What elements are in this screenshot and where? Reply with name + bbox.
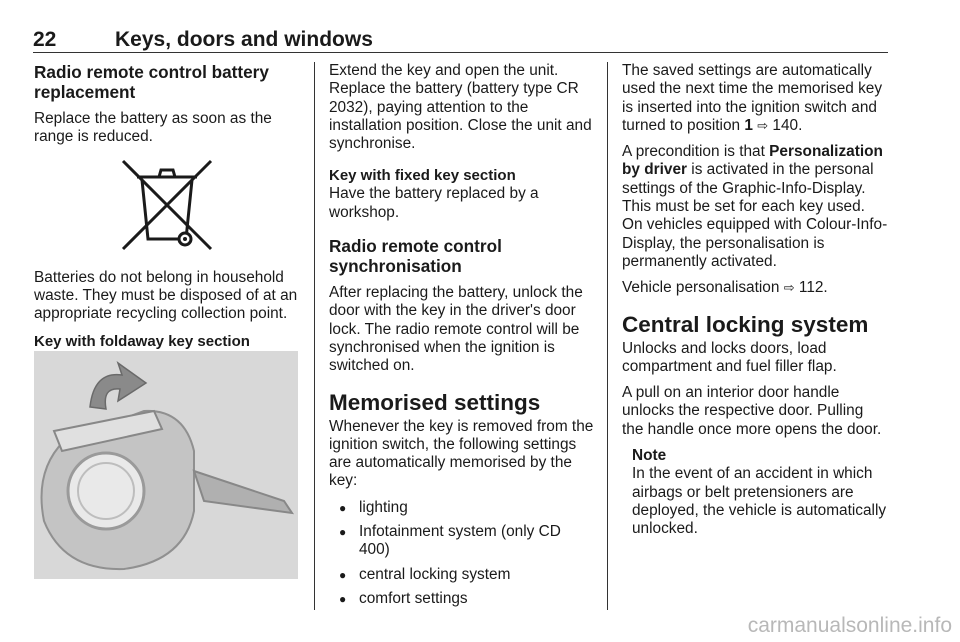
chapter-title: Keys, doors and windows — [115, 28, 373, 51]
battery-replacement-heading: Radio remote control battery replacement — [34, 62, 269, 102]
column-2 — [329, 62, 594, 614]
list-item: ● lighting — [329, 499, 594, 517]
fixed-key-heading: Key with fixed key section — [329, 167, 516, 185]
memorised-settings-list — [329, 499, 594, 608]
saved-settings-text: The saved settings are automatically used the next time the memorised key is inserted into the ignition switch and turned to position 1 ⇨ 140. — [622, 62, 883, 134]
column-3 — [622, 62, 888, 539]
header-divider — [33, 52, 888, 53]
fixed-key-text: Have the battery replaced by a workshop. — [329, 185, 539, 221]
list-item: ● central locking system — [329, 566, 594, 584]
foldaway-key-heading: Key with foldaway key section — [34, 333, 250, 351]
page-reference-icon: ⇨ — [783, 280, 795, 296]
page-header — [33, 28, 888, 52]
memorised-settings-text: Whenever the key is removed from the ignition switch, the following settings are automatically memorised by the key: — [329, 417, 594, 490]
disposal-text: Batteries do not belong in household waste. They must be disposed of at an appropriate recycling collection point. — [34, 268, 298, 323]
door-handle-text: A pull on an interior door handle unlocks the respective door. Pulling the handle once more opens the door. — [622, 384, 882, 438]
note-box — [632, 447, 888, 538]
vehicle-personalisation-ref: Vehicle personalisation ⇨ 112. — [622, 279, 828, 297]
crossed-out-bin-icon — [115, 155, 219, 255]
synchronisation-text: After replacing the battery, unlock the door with the key in the driver's door lock. The radio remote control will be synchronised when the ignition is switched on. — [329, 284, 583, 375]
battery-replacement-text: Replace the battery as soon as the range is reduced. — [34, 110, 272, 146]
central-locking-text: Unlocks and locks doors, load compartment and fuel filler flap. — [622, 339, 837, 375]
note-label: Note — [632, 447, 667, 465]
page-number: 22 — [33, 28, 57, 51]
watermark: carmanualsonline.info — [747, 614, 952, 637]
page-reference-icon: ⇨ — [757, 117, 769, 133]
note-text: In the event of an accident in which airbags or belt pretensioners are deployed, the vehicle is automatically unlocked. — [632, 465, 887, 538]
battery-instructions-text: Extend the key and open the unit. Replace the battery (battery type CR 2032), paying attention to the installation position. Close the unit and synchronise. — [329, 62, 592, 153]
central-locking-title: Central locking system — [622, 311, 869, 337]
list-item: ● Infotainment system (only CD 400) — [329, 523, 594, 560]
column-divider-2 — [607, 62, 608, 610]
memorised-settings-title: Memorised settings — [329, 389, 541, 415]
column-1 — [34, 62, 300, 579]
key-battery-illustration — [34, 351, 298, 579]
column-divider-1 — [314, 62, 315, 610]
synchronisation-heading: Radio remote control synchronisation — [329, 236, 502, 277]
list-item: ● comfort settings — [329, 590, 594, 608]
precondition-text: A precondition is that Personalization by driver is activated in the personal settings of the Graphic-Info-Display. This must be set for each key used. On vehicles equipped with Colour-Info-Display, the personalisation is permanently activated. — [622, 143, 888, 270]
